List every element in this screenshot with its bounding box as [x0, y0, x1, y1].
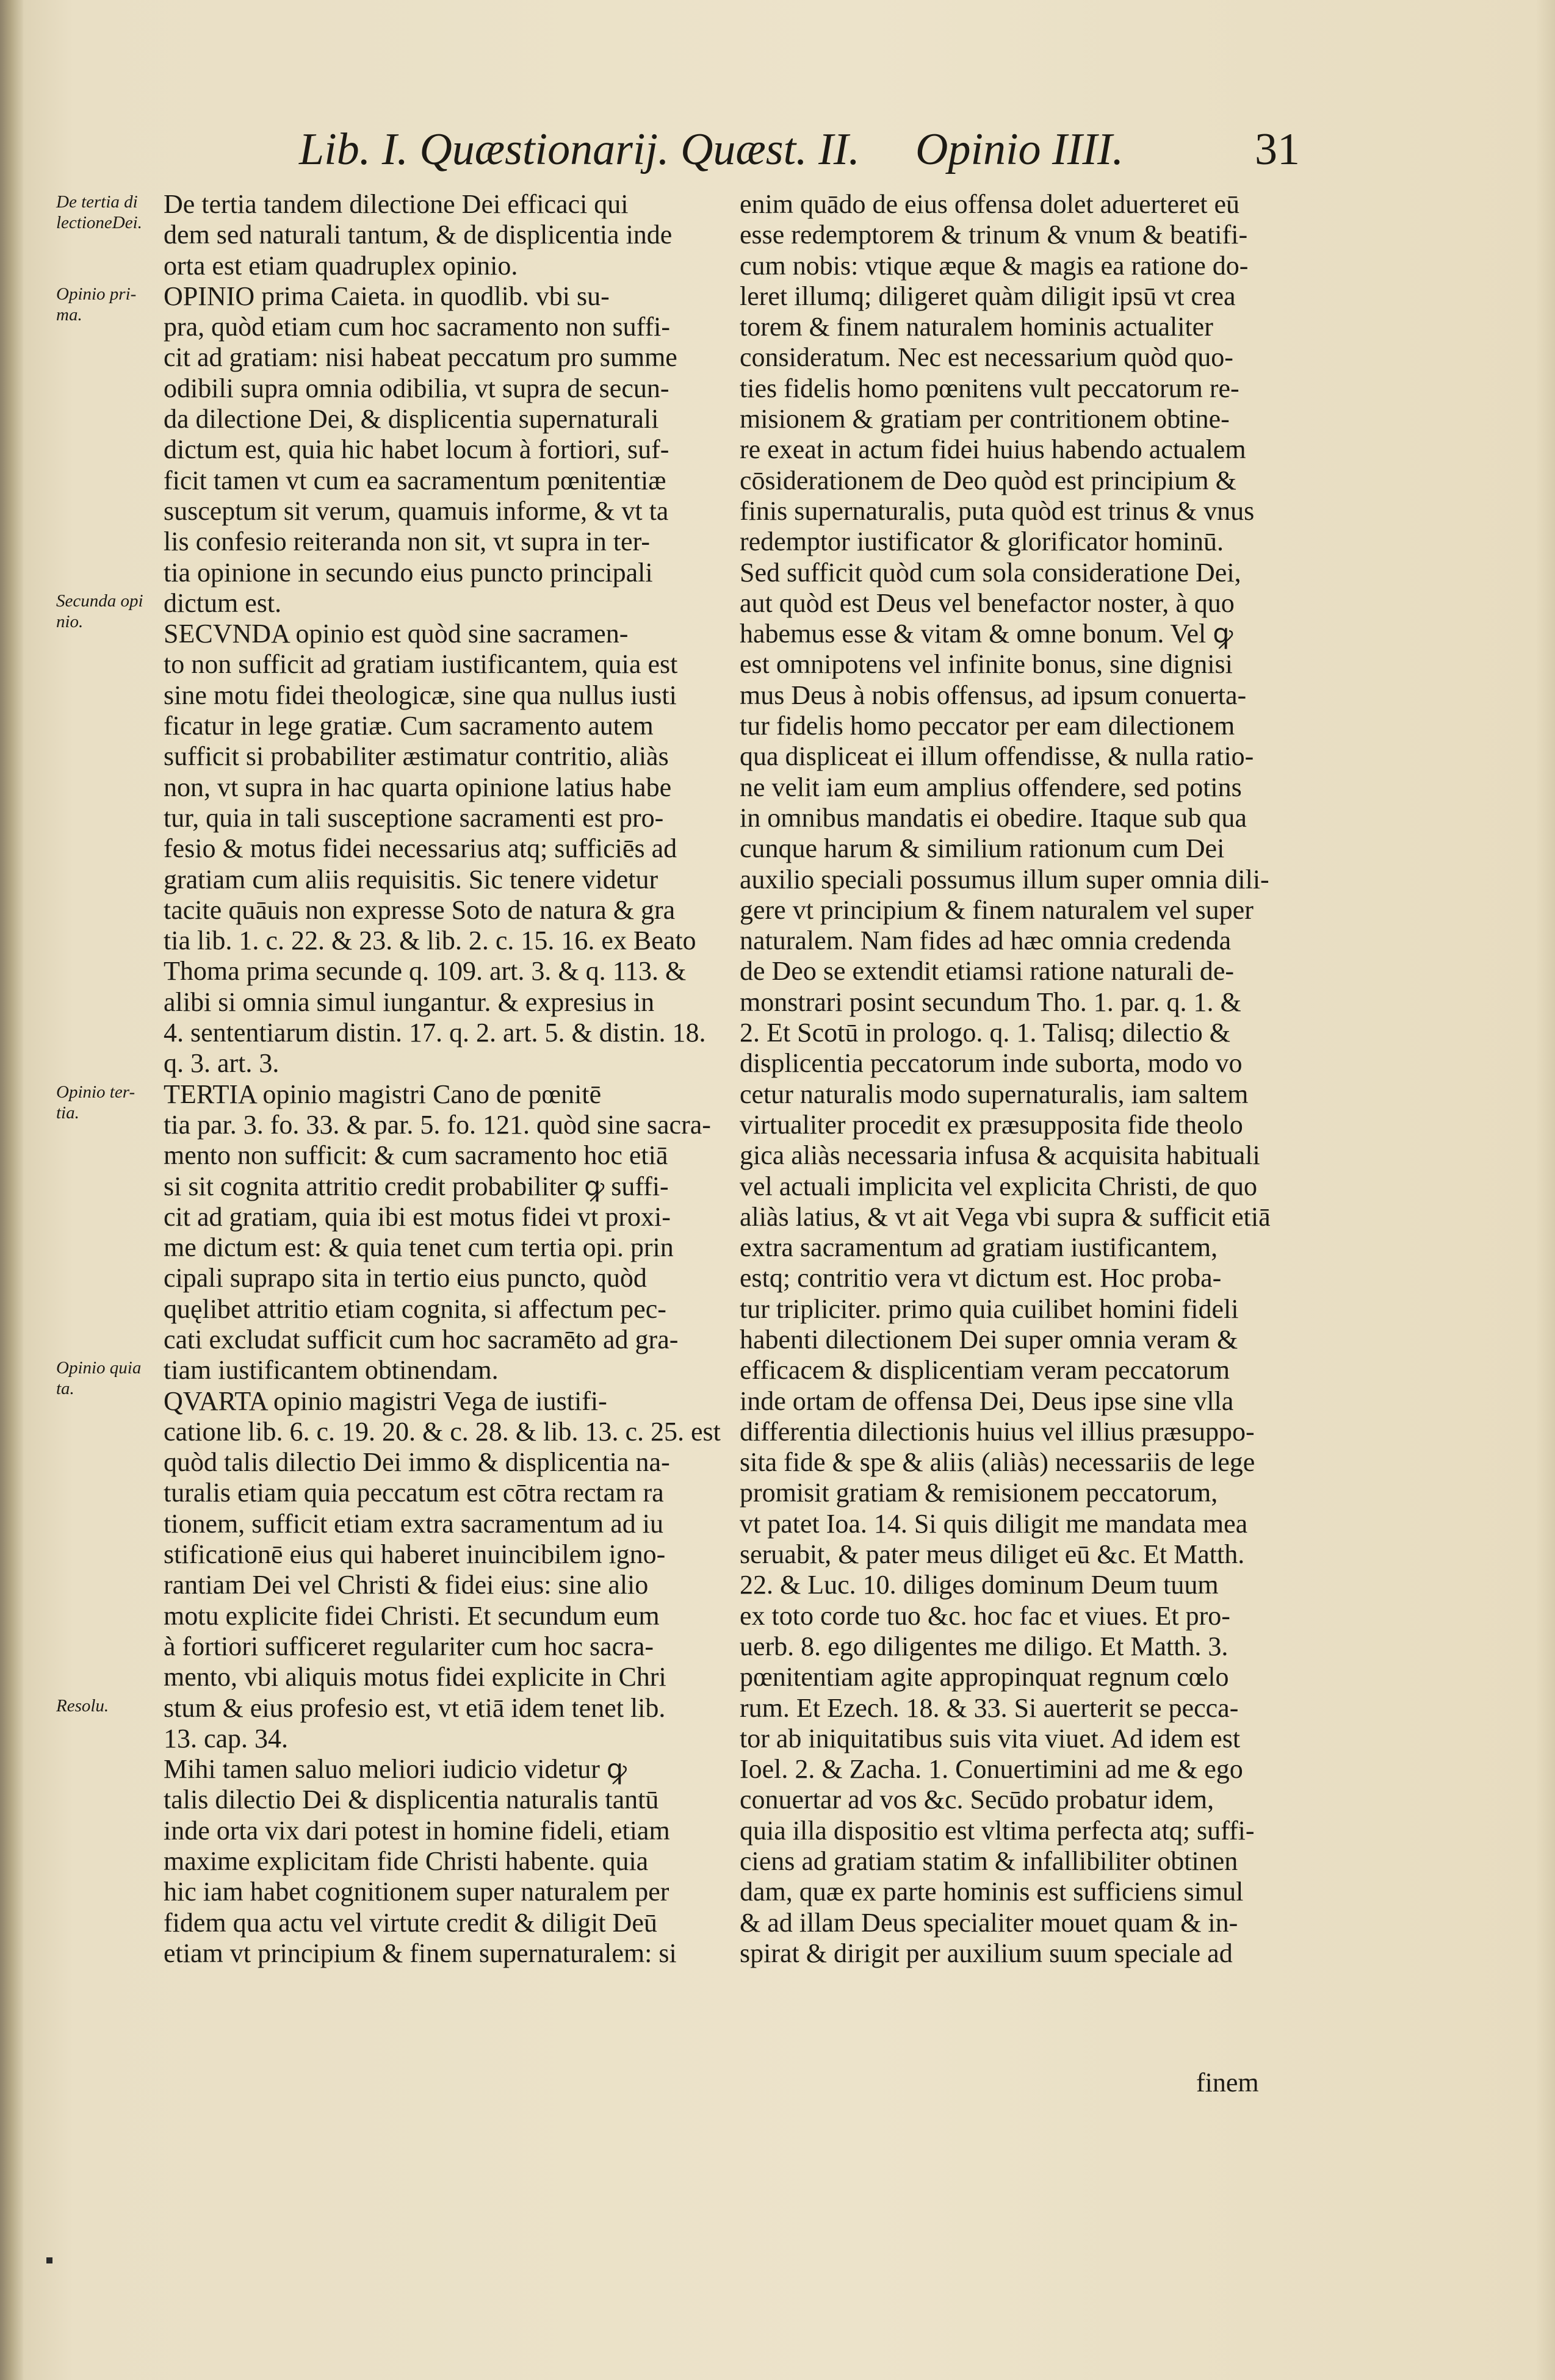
- left-column-line: quęlibet attritio etiam cognita, si affectum pec-: [164, 1293, 666, 1324]
- left-column-line: à fortiori sufficeret regulariter cum hoc sacra-: [164, 1631, 654, 1661]
- right-column-line: sita fide & spe & aliis (aliàs) necessariis de lege: [740, 1447, 1255, 1478]
- left-column-line: tia par. 3. fo. 33. & par. 5. fo. 121. quòd sine sacra-: [164, 1109, 711, 1140]
- left-column-line: orta est etiam quadruplex opinio.: [164, 250, 518, 281]
- left-column-line: fidem qua actu vel virtute credit & diligit Deū: [164, 1907, 657, 1938]
- right-column-line: tur fidelis homo peccator per eam dilectionem: [740, 711, 1235, 741]
- right-column-line: quia illa dispositio est vltima perfecta atq; suffi-: [740, 1815, 1255, 1846]
- right-column-line: inde ortam de offensa Dei, Deus ipse sine vlla: [740, 1386, 1234, 1416]
- left-column-line: tacite quāuis non expresse Soto de natura & gra: [164, 894, 676, 925]
- right-column-line: mus Deus à nobis offensus, ad ipsum conuerta-: [740, 680, 1247, 710]
- right-column-line: ciens ad gratiam statim & infallibiliter obtinen: [740, 1846, 1238, 1877]
- right-column-line: conuertar ad vos &c. Secūdo probatur idem,: [740, 1785, 1214, 1815]
- left-column-line: rantiam Dei vel Christi & fidei eius: sine alio: [164, 1570, 649, 1600]
- right-column-line: dam, quæ ex parte hominis est sufficiens simul: [740, 1877, 1244, 1907]
- left-column-line: sine motu fidei theologicæ, sine qua nullus iusti: [164, 680, 677, 710]
- right-column-line: tur tripliciter. primo quia cuilibet homini fideli: [740, 1293, 1239, 1324]
- left-column-line: tionem, sufficit etiam extra sacramentum ad iu: [164, 1508, 664, 1539]
- right-column-line: tor ab iniquitatibus suis vita viuet. Ad idem est: [740, 1723, 1241, 1753]
- right-column-line: monstrari posint secundum Tho. 1. par. q. 1. &: [740, 987, 1241, 1017]
- right-column-line: spirat & dirigit per auxilium suum speciale ad: [740, 1938, 1233, 1968]
- margin-note: Opinio quia ta.: [56, 1358, 142, 1399]
- right-column-line: seruabit, & pater meus diliget eū &c. Et Matth.: [740, 1539, 1245, 1570]
- right-column-line: 2. Et Scotū in prologo. q. 1. Talisq; dilectio &: [740, 1018, 1230, 1048]
- right-column-line: ex toto corde tuo &c. hoc fac et viues. Et pro-: [740, 1600, 1230, 1631]
- right-column-line: qua displiceat ei illum offendisse, & nulla ratio-: [740, 741, 1254, 772]
- left-column-line: me dictum est: & quia tenet cum tertia opi. prin: [164, 1232, 674, 1263]
- right-column-line: enim quādo de eius offensa dolet aduerteret eū: [740, 189, 1239, 219]
- left-column-line: susceptum sit verum, quamuis informe, & vt ta: [164, 495, 669, 526]
- left-column-line: TERTIA opinio magistri Cano de pœnitē: [164, 1079, 602, 1109]
- right-column: [740, 189, 1301, 1969]
- right-column-line: displicentia peccatorum inde suborta, modo vo: [740, 1048, 1243, 1079]
- margin-note: Resolu.: [56, 1695, 109, 1716]
- right-column-line: habenti dilectionem Dei super omnia veram &: [740, 1324, 1238, 1354]
- right-column-line: vt patet Ioa. 14. Si quis diligit me mandata mea: [740, 1508, 1248, 1539]
- right-column-line: consideratum. Nec est necessarium quòd quo-: [740, 342, 1233, 373]
- page-number: 31: [1255, 124, 1300, 174]
- left-column-line: odibili supra omnia odibilia, vt supra de secun-: [164, 373, 669, 403]
- right-column-line: re exeat in actum fidei huius habendo actualem: [740, 434, 1246, 465]
- margin-note: Opinio pri- ma.: [56, 284, 137, 325]
- left-column-line: tia opinione in secundo eius puncto principali: [164, 557, 653, 588]
- left-column-line: si sit cognita attritio credit probabiliter ꝙ suffi-: [164, 1171, 669, 1201]
- margin-note: De tertia di lectioneDei.: [56, 192, 142, 232]
- right-column-line: torem & finem naturalem hominis actualiter: [740, 312, 1213, 342]
- left-column-line: OPINIO prima Caieta. in quodlib. vbi su-: [164, 281, 610, 311]
- left-column-line: dictum est.: [164, 588, 282, 618]
- left-column-line: ficit tamen vt cum ea sacramentum pœnitentiæ: [164, 465, 666, 495]
- right-column-line: cum nobis: vtique æque & magis ea ratione do-: [740, 250, 1249, 281]
- right-column-line: gere vt principium & finem naturalem vel super: [740, 894, 1254, 925]
- right-column-line: auxilio speciali possumus illum super omnia dili-: [740, 864, 1269, 894]
- right-column-line: in omnibus mandatis ei obedire. Itaque sub qua: [740, 802, 1247, 833]
- right-column-line: pœnitentiam agite appropinquat regnum cœlo: [740, 1662, 1229, 1692]
- margin-note: Opinio ter- tia.: [56, 1082, 135, 1123]
- right-column-line: efficacem & displicentiam veram peccatorum: [740, 1355, 1230, 1386]
- left-column-line: 13. cap. 34.: [164, 1723, 289, 1753]
- left-column-line: De tertia tandem dilectione Dei efficaci qui: [164, 189, 629, 219]
- right-column-line: est omnipotens vel infinite bonus, sine dignisi: [740, 649, 1233, 680]
- right-column-line: uerb. 8. ego diligentes me diligo. Et Matth. 3.: [740, 1631, 1228, 1661]
- left-column-line: tur, quia in tali susceptione sacramenti est pro-: [164, 802, 664, 833]
- left-column-line: stificationē eius qui haberet inuincibilem igno-: [164, 1539, 666, 1570]
- right-column-line: extra sacramentum ad gratiam iustificantem,: [740, 1232, 1218, 1263]
- left-column-line: cit ad gratiam, quia ibi est motus fidei vt proxi-: [164, 1201, 671, 1232]
- left-column-line: Thoma prima secunde q. 109. art. 3. & q. 113. &: [164, 956, 687, 987]
- right-column-line: rum. Et Ezech. 18. & 33. Si auerterit se pecca-: [740, 1692, 1239, 1723]
- left-column-line: mento non sufficit: & cum sacramento hoc etiā: [164, 1140, 668, 1171]
- left-column-line: tia lib. 1. c. 22. & 23. & lib. 2. c. 15. 16. ex Beato: [164, 926, 696, 956]
- left-column-line: hic iam habet cognitionem super naturalem per: [164, 1877, 669, 1907]
- right-column-line: ne velit iam eum amplius offendere, sed potins: [740, 772, 1242, 802]
- margin-note: Secunda opi nio.: [56, 591, 143, 631]
- left-column-line: ficatur in lege gratiæ. Cum sacramento autem: [164, 711, 654, 741]
- right-column-line: vel actuali implicita vel explicita Christi, de quo: [740, 1171, 1257, 1201]
- left-column-line: dem sed naturali tantum, & de displicentia inde: [164, 220, 673, 250]
- right-column-line: aliàs latius, & vt ait Vega vbi supra & sufficit etiā: [740, 1201, 1271, 1232]
- left-column-line: cit ad gratiam: nisi habeat peccatum pro summe: [164, 342, 677, 373]
- left-column-line: talis dilectio Dei & displicentia naturalis tantū: [164, 1785, 659, 1815]
- right-column-line: finis supernaturalis, puta quòd est trinus & vnus: [740, 495, 1255, 526]
- right-column-line: & ad illam Deus specialiter mouet quam & in-: [740, 1907, 1238, 1938]
- left-column-line: turalis etiam quia peccatum est cōtra rectam ra: [164, 1478, 664, 1508]
- right-column-line: misionem & gratiam per contritionem obtine-: [740, 404, 1230, 434]
- left-column-line: gratiam cum aliis requisitis. Sic tenere videtur: [164, 864, 658, 894]
- left-column-line: motu explicite fidei Christi. Et secundum eum: [164, 1600, 660, 1631]
- left-column-line: quòd talis dilectio Dei immo & displicentia na-: [164, 1447, 670, 1478]
- catchword: finem: [1196, 2068, 1259, 2098]
- running-head-title: Lib. I. Quæstionarij. Quæst. II.: [299, 124, 860, 174]
- binding-gutter: [0, 0, 23, 2380]
- right-column-line: redemptor iustificator & glorificator hominū.: [740, 527, 1224, 557]
- right-column-line: cōsiderationem de Deo quòd est principium &: [740, 465, 1236, 495]
- left-column-line: inde orta vix dari potest in homine fideli, etiam: [164, 1815, 670, 1846]
- left-column-line: 4. sententiarum distin. 17. q. 2. art. 5. & distin. 18.: [164, 1018, 706, 1048]
- running-head-section: Opinio IIII.: [915, 124, 1124, 174]
- right-column-line: virtualiter procedit ex præsupposita fide theolo: [740, 1109, 1243, 1140]
- left-column-line: dictum est, quia hic habet locum à fortiori, suf-: [164, 434, 669, 465]
- left-column-line: fesio & motus fidei necessarius atq; sufficiēs ad: [164, 833, 677, 864]
- left-column-line: non, vt supra in hac quarta opinione latius habe: [164, 772, 672, 802]
- right-column-line: Sed sufficit quòd cum sola consideratione Dei,: [740, 557, 1241, 588]
- left-column-line: lis confesio reiteranda non sit, vt supra in ter-: [164, 527, 651, 557]
- left-column-line: maxime explicitam fide Christi habente. quia: [164, 1846, 649, 1877]
- left-column-line: QVARTA opinio magistri Vega de iustifi-: [164, 1386, 607, 1416]
- right-column-line: promisit gratiam & remisionem peccatorum,: [740, 1478, 1218, 1508]
- right-column-line: cunque harum & similium rationum cum Dei: [740, 833, 1225, 864]
- left-column-line: cati excludat sufficit cum hoc sacramēto ad gra-: [164, 1324, 679, 1354]
- page-edge: [1537, 0, 1555, 2380]
- left-column-line: etiam vt principium & finem supernaturalem: si: [164, 1938, 677, 1968]
- ink-mark: [46, 2257, 52, 2263]
- left-column: [164, 189, 725, 1969]
- right-column-line: naturalem. Nam fides ad hæc omnia credenda: [740, 926, 1232, 956]
- right-column-line: 22. & Luc. 10. diliges dominum Deum tuum: [740, 1570, 1219, 1600]
- left-column-line: cipali suprapo sita in tertio eius puncto, quòd: [164, 1263, 647, 1293]
- left-column-line: pra, quòd etiam cum hoc sacramento non suffi-: [164, 312, 671, 342]
- left-column-line: SECVNDA opinio est quòd sine sacramen-: [164, 619, 629, 649]
- left-column-line: mento, vbi aliquis motus fidei explicite in Chri: [164, 1662, 666, 1692]
- right-column-line: Ioel. 2. & Zacha. 1. Conuertimini ad me & ego: [740, 1754, 1243, 1785]
- right-column-line: de Deo se extendit etiamsi ratione naturali de-: [740, 956, 1235, 987]
- running-head: [299, 116, 1300, 183]
- left-column-line: to non sufficit ad gratiam iustificantem, quia est: [164, 649, 678, 680]
- right-column-line: estq; contritio vera vt dictum est. Hoc proba-: [740, 1263, 1222, 1293]
- left-column-line: da dilectione Dei, & displicentia supernaturali: [164, 404, 659, 434]
- right-column-line: esse redemptorem & trinum & vnum & beatifi-: [740, 220, 1248, 250]
- right-column-line: gica aliàs necessaria infusa & acquisita habituali: [740, 1140, 1260, 1171]
- left-column-line: Mihi tamen saluo meliori iudicio videtur ꝙ: [164, 1754, 627, 1785]
- right-column-line: leret illumq; diligeret quàm diligit ipsū vt crea: [740, 281, 1236, 311]
- left-column-line: tiam iustificantem obtinendam.: [164, 1355, 499, 1386]
- left-column-line: q. 3. art. 3.: [164, 1048, 280, 1079]
- left-column-line: catione lib. 6. c. 19. 20. & c. 28. & lib. 13. c. 25. est: [164, 1416, 721, 1447]
- right-column-line: ties fidelis homo pœnitens vult peccatorum re-: [740, 373, 1239, 403]
- right-column-line: aut quòd est Deus vel benefactor noster, à quo: [740, 588, 1235, 618]
- left-column-line: stum & eius profesio est, vt etiā idem tenet lib.: [164, 1692, 666, 1723]
- left-column-line: sufficit si probabiliter æstimatur contritio, aliàs: [164, 741, 669, 772]
- right-column-line: cetur naturalis modo supernaturalis, iam saltem: [740, 1079, 1249, 1109]
- left-column-line: alibi si omnia simul iungantur. & expresius in: [164, 987, 655, 1017]
- right-column-line: habemus esse & vitam & omne bonum. Vel ꝙ: [740, 619, 1233, 649]
- right-column-line: differentia dilectionis huius vel illius præsuppo-: [740, 1416, 1255, 1447]
